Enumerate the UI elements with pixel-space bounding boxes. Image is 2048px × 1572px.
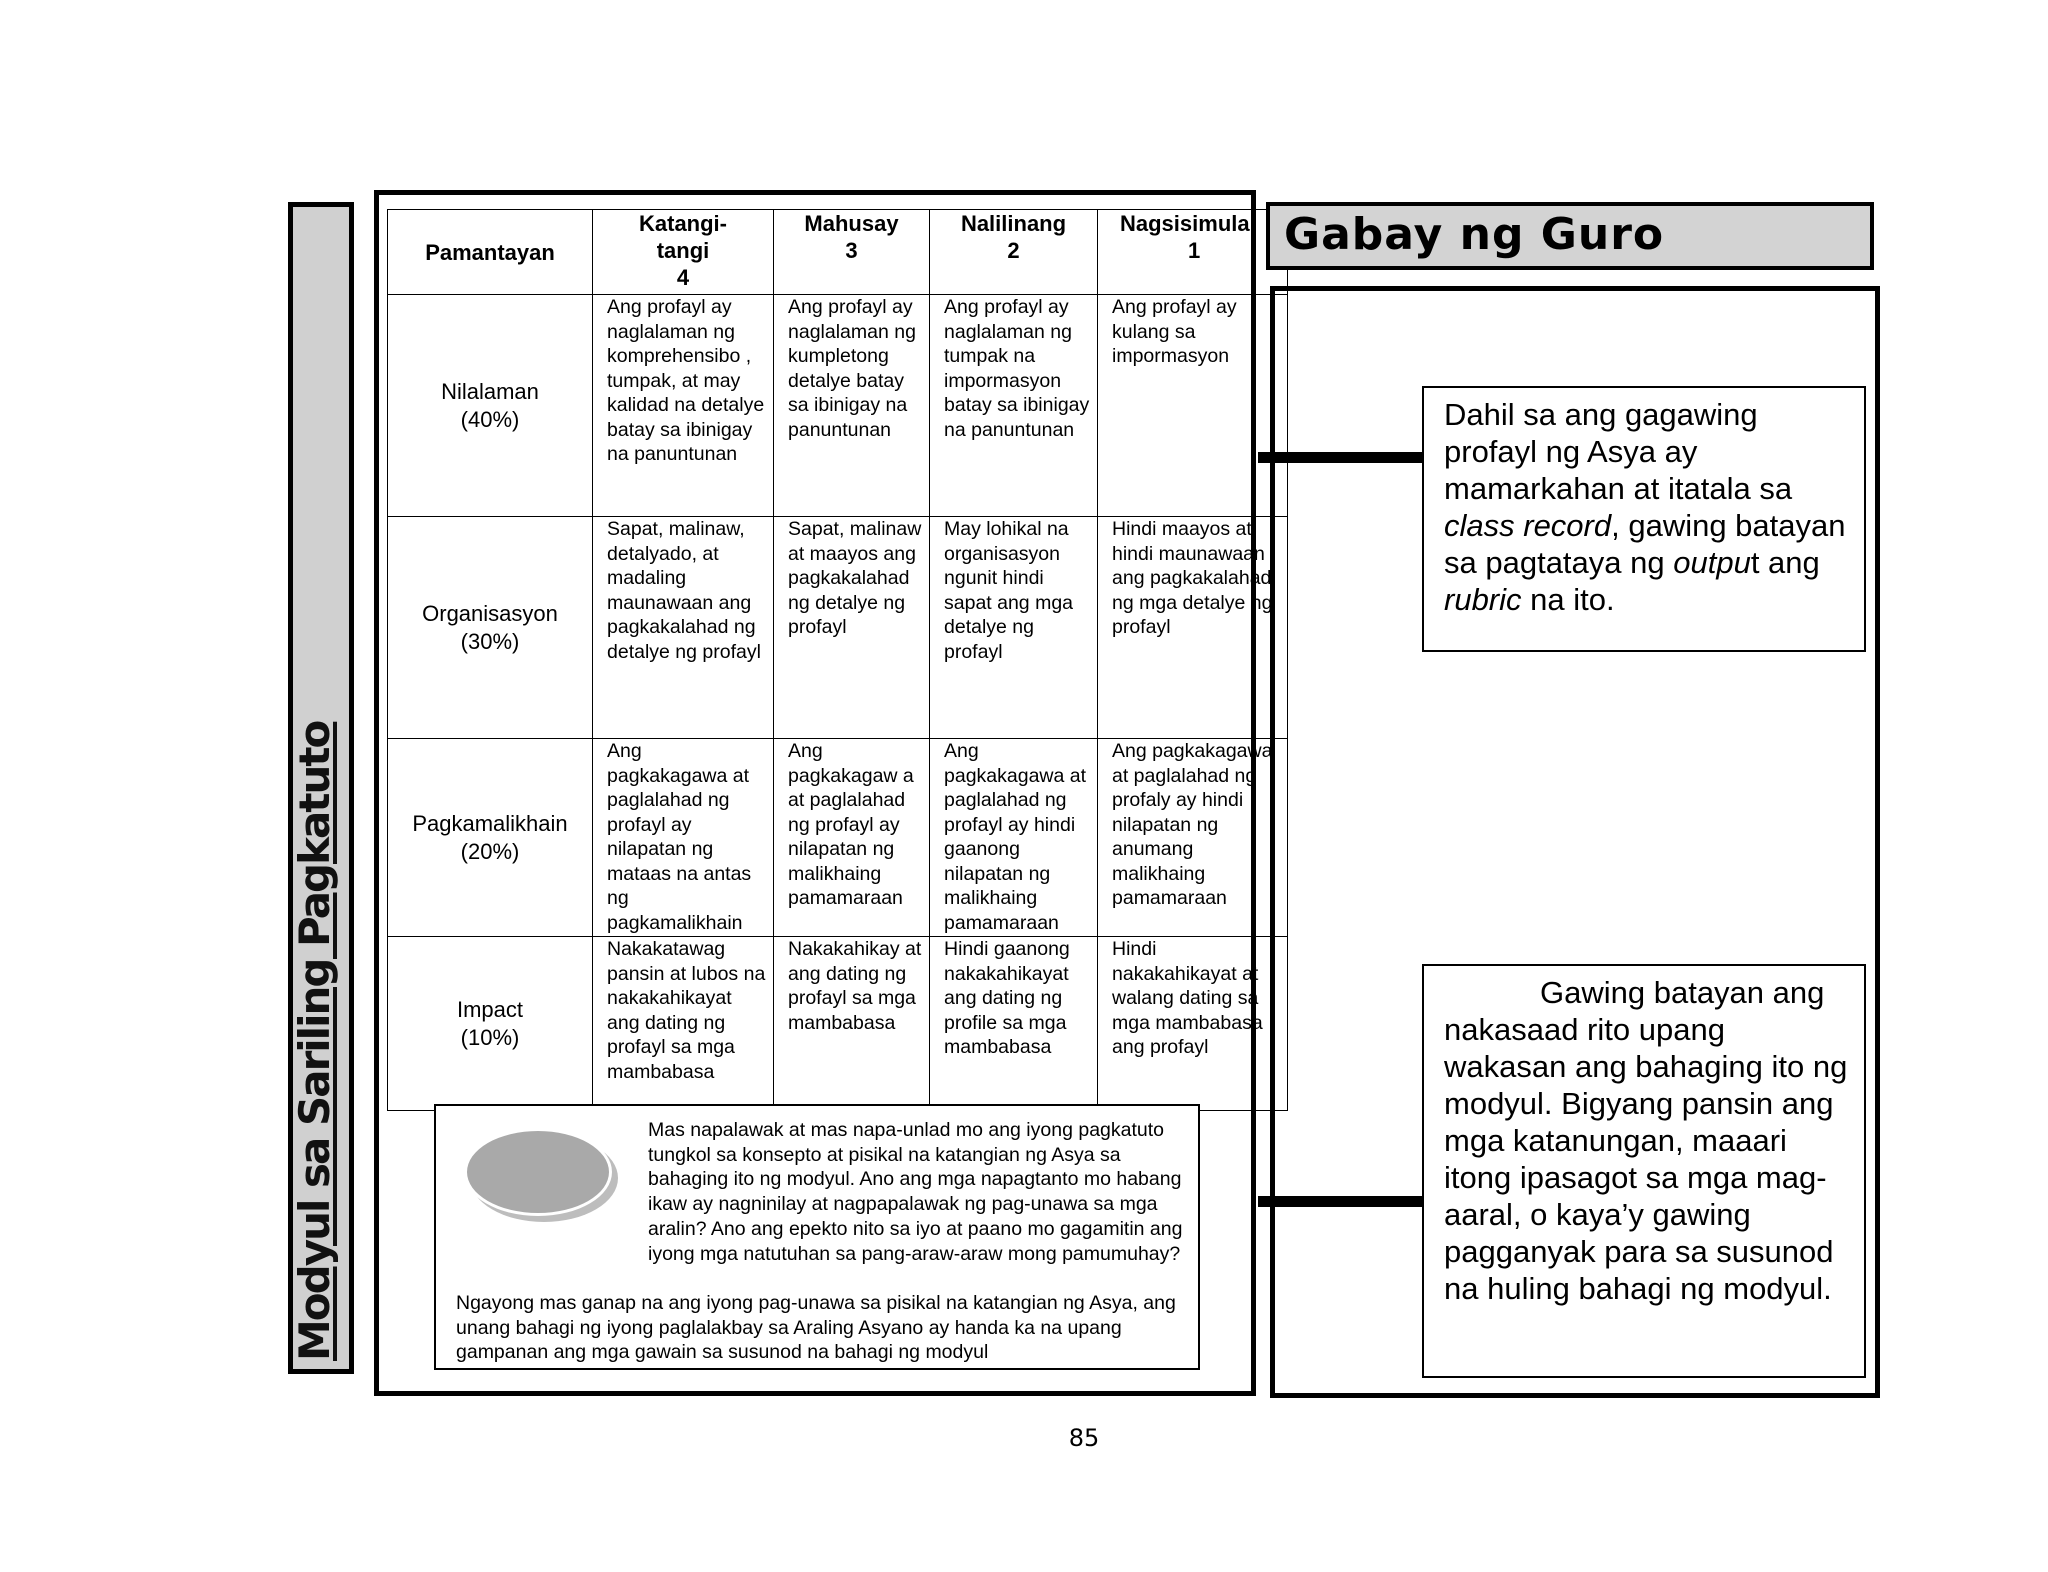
note-text: na ito.	[1521, 582, 1615, 617]
descriptor-cell: Nakakahikay at ang dating ng profayl sa mga mambabasa	[774, 937, 930, 1111]
header-score: 3	[845, 238, 858, 263]
header-level-4	[593, 210, 774, 295]
criterion-percent: (10%)	[460, 1024, 520, 1050]
header-score: 2	[1007, 238, 1020, 263]
teacher-note-rubric	[1422, 386, 1866, 652]
criterion-cell	[388, 937, 593, 1111]
rubric-table	[387, 209, 1288, 1111]
header-level-3	[774, 210, 930, 295]
criterion-cell	[388, 295, 593, 517]
header-score: 1	[1188, 238, 1201, 263]
note-emphasis: outpu	[1673, 545, 1751, 580]
reflection-box	[434, 1104, 1200, 1370]
descriptor-cell: Ang pagkakagawa at paglalahad ng profaly ay hindi nilapatan ng anumang malikhaing pamamaraan	[1098, 739, 1288, 937]
criterion-percent: (20%)	[460, 838, 520, 864]
connector-line-top	[1258, 452, 1424, 463]
rubric-row-organisasyon	[388, 517, 1288, 739]
module-side-banner	[288, 202, 354, 1374]
criterion-name: Organisasyon	[422, 600, 558, 626]
header-title: Katangi- tangi	[639, 211, 727, 263]
header-level-2	[930, 210, 1098, 295]
descriptor-cell: Sapat, malinaw at maayos ang pagkakalahad ng detalye ng profayl	[774, 517, 930, 739]
criterion-name: Impact	[456, 996, 524, 1022]
note-emphasis: rubric	[1444, 582, 1522, 617]
connector-line-bottom	[1258, 1196, 1424, 1207]
descriptor-cell: Hindi maayos at hindi maunawaan ang pagkakalahad ng mga detalye ng profayl	[1098, 517, 1288, 739]
header-title: Mahusay	[804, 211, 899, 236]
rubric-header-row	[388, 210, 1288, 295]
descriptor-cell: Ang profayl ay naglalaman ng kumpletong detalye batay sa ibinigay na panuntunan	[774, 295, 930, 517]
header-criteria	[388, 210, 593, 295]
descriptor-cell: Ang profayl ay naglalaman ng tumpak na impormasyon batay sa ibinigay na panuntunan	[930, 295, 1098, 517]
reflection-paragraph-1: Mas napalawak at mas napa-unlad mo ang iyong pagkatuto tungkol sa konsepto at pisikal na katangian ng Asya sa bahaging ito ng modyul. Ano ang mga napagtanto mo habang ikaw ay nagninilay at nagpapalawak ng pag-unawa sa mga aralin? Ano ang epekto nito sa iyo at paano mo gagamitin ang iyong mga natutuhan sa pang-araw-araw mong pamumuhay?	[648, 1119, 1183, 1265]
note-text: Gawing batayan ang nakasaad rito upang wakasan ang bahaging ito ng modyul. Bigyang pansin ang mga katanungan, maaari itong ipasagot sa mga mag-aaral, o kaya’y gawing pagganyak para sa susunod na huling bahagi ng modyul.	[1444, 975, 1848, 1306]
criterion-name: Pagkamalikhain	[412, 810, 568, 836]
criterion-percent: (30%)	[460, 628, 520, 654]
teacher-note-closing	[1422, 964, 1866, 1378]
note-emphasis: class record	[1444, 508, 1612, 543]
note-text: , gawing batayan sa pagtataya ng	[1444, 508, 1846, 580]
header-title: Nalilinang	[960, 211, 1067, 236]
rubric-row-pagkamalikhain	[388, 739, 1288, 937]
descriptor-cell: Ang profayl ay naglalaman ng komprehensibo , tumpak, at may kalidad na detalye batay sa ibinigay na panuntunan	[593, 295, 774, 517]
reflection-ellipse-icon	[464, 1128, 612, 1216]
rubric-row-impact	[388, 937, 1288, 1111]
header-score: 4	[676, 265, 690, 290]
rubric-row-nilalaman	[388, 295, 1288, 517]
descriptor-cell: Ang pagkakagawa at paglalahad ng profayl ay hindi gaanong nilapatan ng malikhaing pamamaraan	[930, 739, 1098, 937]
descriptor-cell: Hindi nakakahikayat at walang dating sa mga mambabasa ang profayl	[1098, 937, 1288, 1111]
criterion-name: Nilalaman	[441, 378, 539, 404]
criterion-cell	[388, 517, 593, 739]
header-title: Nagsisimula	[1120, 211, 1250, 236]
page-number: 85	[1068, 1424, 1100, 1452]
module-side-label: Modyul sa Sariling Pagkatuto	[290, 721, 339, 1361]
header-title: Pamantayan	[425, 239, 555, 265]
descriptor-cell: Sapat, malinaw, detalyado, at madaling maunawaan ang pagkakalahad ng detalye ng profayl	[593, 517, 774, 739]
descriptor-cell: Nakakatawag pansin at lubos na nakakahikayat ang dating ng profayl sa mga mambabasa	[593, 937, 774, 1111]
descriptor-cell: Ang pagkakagaw a at paglalahad ng profayl ay nilapatan ng malikhaing pamamaraan	[774, 739, 930, 937]
descriptor-cell: Ang profayl ay kulang sa impormasyon	[1098, 295, 1288, 517]
descriptor-cell: May lohikal na organisasyon ngunit hindi sapat ang mga detalye ng profayl	[930, 517, 1098, 739]
header-level-1	[1098, 210, 1288, 295]
note-text: Dahil sa ang gagawing profayl ng Asya ay mamarkahan at itatala sa	[1444, 397, 1793, 506]
teacher-guide-title: Gabay ng Guro	[1266, 202, 1874, 270]
criterion-cell	[388, 739, 593, 937]
descriptor-cell: Hindi gaanong nakakahikayat ang dating ng profile sa mga mambabasa	[930, 937, 1098, 1111]
reflection-paragraph-2: Ngayong mas ganap na ang iyong pag-unawa sa pisikal na katangian ng Asya, ang unang bahagi ng iyong paglalakbay sa Araling Asyano ay handa ka na upang gampanan ang mga gawain sa susunod na bahagi ng modyul	[456, 1292, 1176, 1364]
descriptor-cell: Ang pagkakagawa at paglalahad ng profayl ay nilapatan ng mataas na antas ng pagkamalikhain	[593, 739, 774, 937]
note-text: t ang	[1750, 545, 1820, 580]
criterion-percent: (40%)	[460, 406, 520, 432]
